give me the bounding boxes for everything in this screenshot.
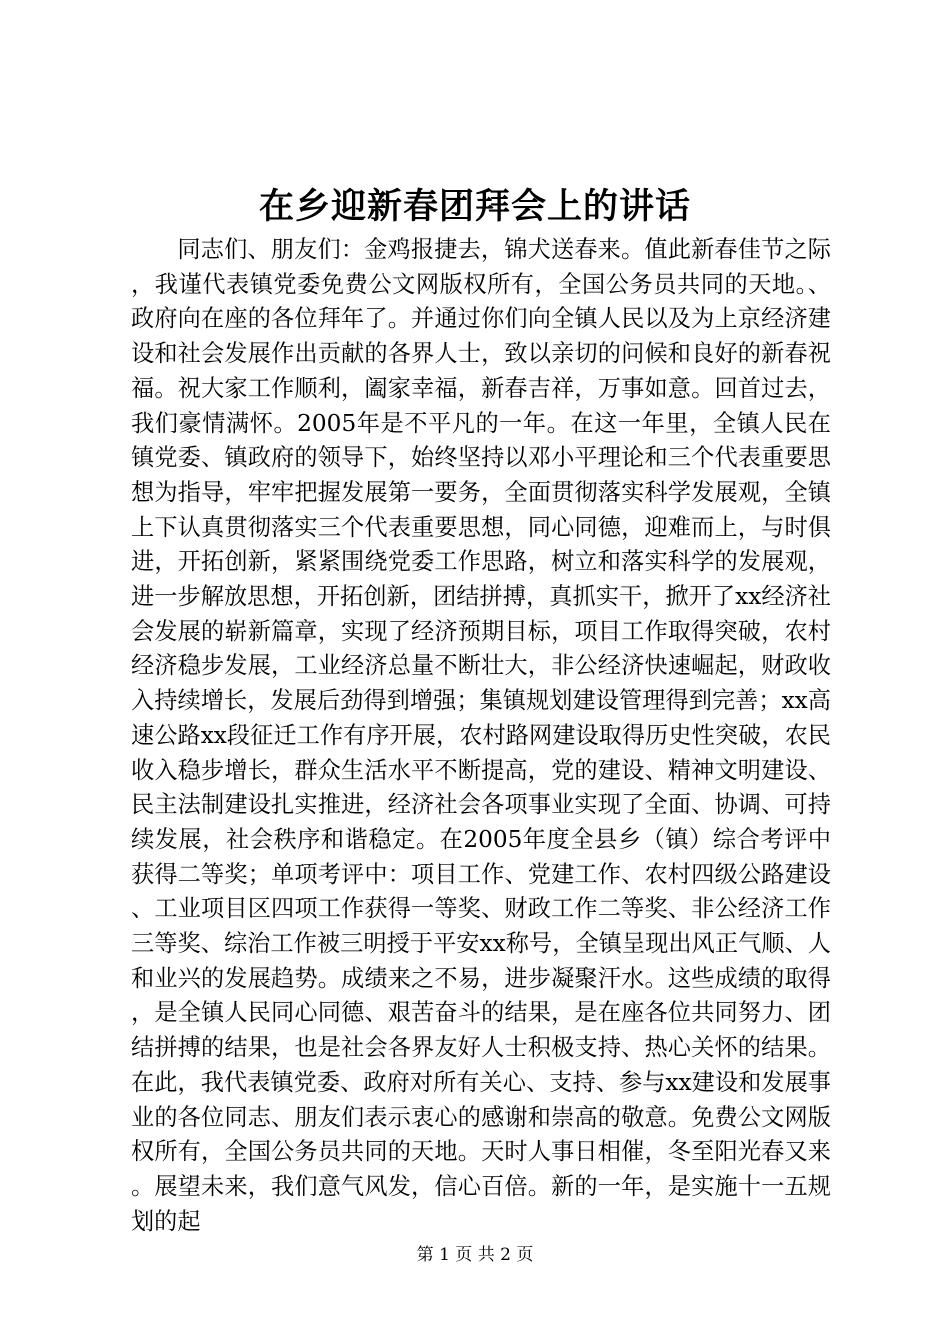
document-body-paragraph: 同志们、朋友们：金鸡报捷去，锦犬送春来。值此新春佳节之际，我谨代表镇党委免费公文网版权所有，全国公务员共同的天地。、政府向在座的各位拜年了。并通过你们向全镇人民以及为上京经济建设和社会发展作出贡献的各界人士，致以亲切的问候和良好的新春祝福。祝大家工作顺利，阖家幸福，新春吉祥，万事如意。回首过去，我们豪情满怀。2005年是不平凡的一年。在这一年里，全镇人民在镇党委、镇政府的领导下，始终坚持以邓小平理论和三个代表重要思想为指导，牢牢把握发展第一要务，全面贯彻落实科学发展观，全镇上下认真贯彻落实三个代表重要思想，同心同德，迎难而上，与时俱进，开拓创新，紧紧围绕党委工作思路，树立和落实科学的发展观，进一步解放思想，开拓创新，团结拼搏，真抓实干，掀开了xx经济社会发展的崭新篇章，实现了经济预期目标，项目工作取得突破，农村经济稳步发展，工业经济总量不断壮大，非公经济快速崛起，财政收入持续增长，发展后劲得到增强；集镇规划建设管理得到完善；xx高速公路xx段征迁工作有序开展，农村路网建设取得历史性突破，农民收入稳步增长，群众生活水平不断提高，党的建设、精神文明建设、民主法制建设扎实推进，经济社会各项事业实现了全面、协调、可持续发展，社会秩序和谐稳定。在2005年度全县乡（镇）综合考评中获得二等奖；单项考评中：项目工作、党建工作、农村四级公路建设、工业项目区四项工作获得一等奖、财政工作二等奖、非公经济工作三等奖、综治工作被三明授于平安xx称号，全镇呈现出风正气顺、人和业兴的发展趋势。成绩来之不易，进步凝聚汗水。这些成绩的取得，是全镇人民同心同德、艰苦奋斗的结果，是在座各位共同努力、团结拼搏的结果，也是社会各界友好人士积极支持、热心关怀的结果。在此，我代表镇党委、政府对所有关心、支持、参与xx建设和发展事业的各位同志、朋友们表示衷心的感谢和崇高的敬意。免费公文网版权所有，全国公务员共同的天地。天时人事日相催，冬至阳光春又来。展望未来，我们意气风发，信心百倍。新的一年，是实施十一五规划的起 <box>131 236 831 1235</box>
document-title: 在乡迎新春团拜会上的讲话 <box>258 186 691 227</box>
page-number-footer: 第 1 页 共 2 页 <box>416 1245 534 1265</box>
